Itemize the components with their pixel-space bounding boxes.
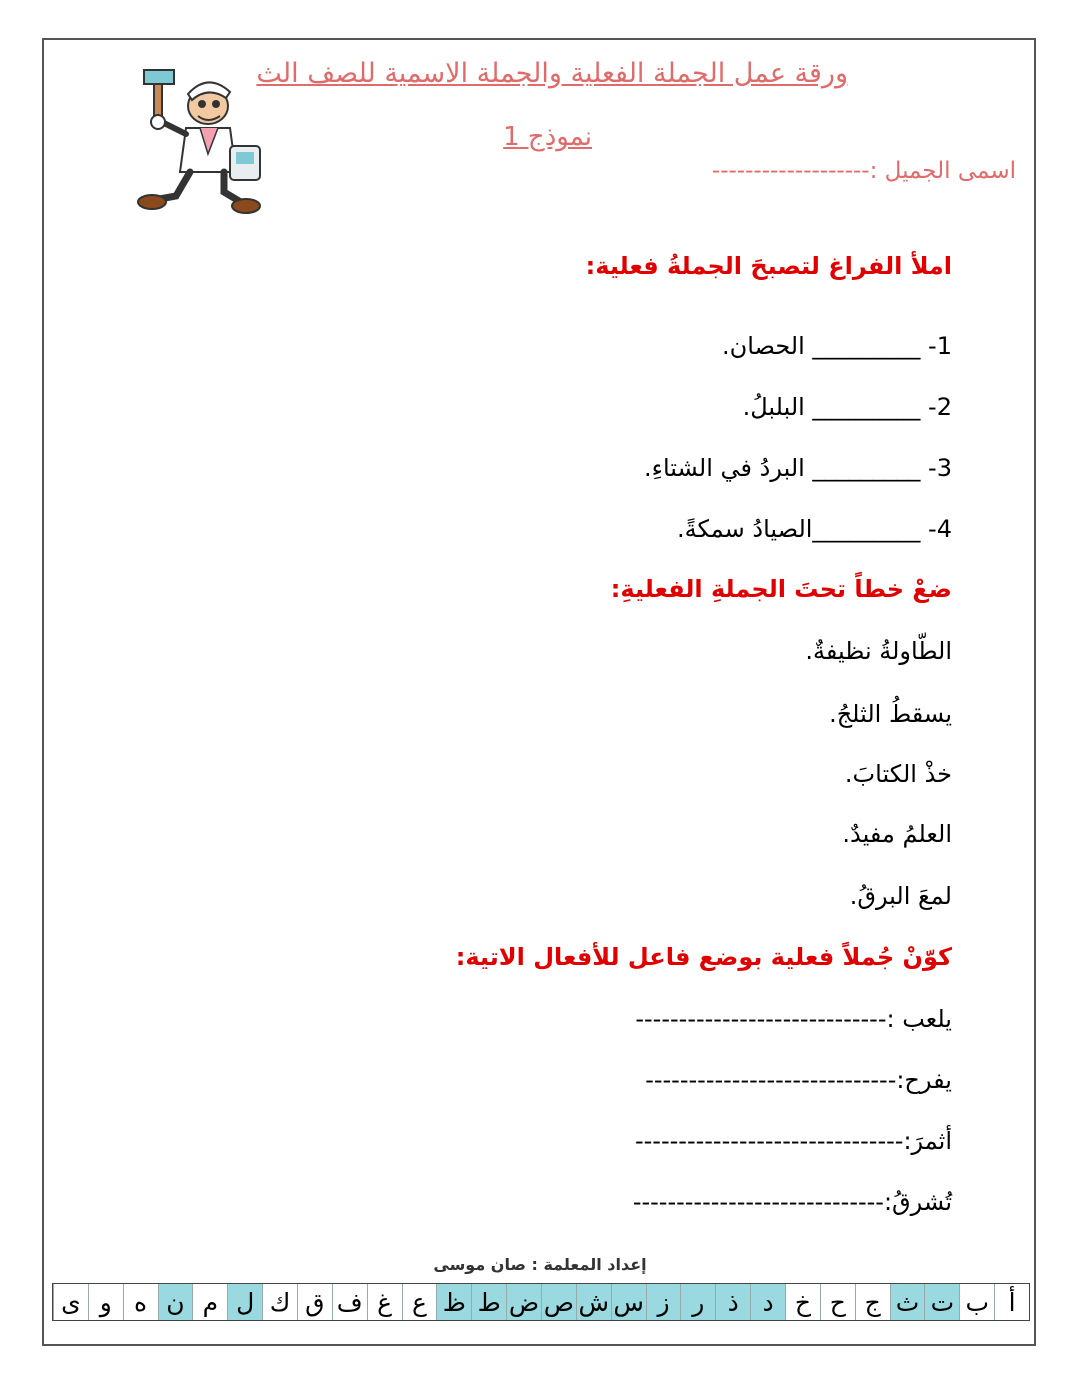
underline-item-2[interactable]: يسقطُ الثلجُ.	[829, 700, 952, 728]
verb-item-4[interactable]: تُشرقُ:-----------------------------	[632, 1188, 952, 1216]
letter-cell: ه	[123, 1284, 158, 1320]
section2-heading: ضعْ خطاً تحتَ الجملةِ الفعليةِ:	[610, 575, 952, 603]
letter-cell: خ	[785, 1284, 820, 1320]
letter-cell: ع	[402, 1284, 437, 1320]
letter-cell: ز	[646, 1284, 681, 1320]
letter-cell: ر	[680, 1284, 715, 1320]
letter-cell: ن	[158, 1284, 193, 1320]
letter-cell: ى	[53, 1284, 88, 1320]
section3-heading: كوّنْ جُملاً فعلية بوضع فاعل للأفعال الاتية:	[455, 943, 952, 971]
letter-cell: و	[88, 1284, 123, 1320]
letter-cell: م	[192, 1284, 227, 1320]
section1-heading: املأ الفراغ لتصبحَ الجملةُ فعلية:	[585, 252, 952, 280]
letter-cell: ل	[227, 1284, 262, 1320]
underline-item-5[interactable]: لمعَ البرقُ.	[849, 882, 952, 910]
letter-cell: ط	[471, 1284, 506, 1320]
page-title: ورقة عمل الجملة الفعلية والجملة الاسمية للصف الث	[256, 58, 848, 89]
letter-cell: ب	[959, 1284, 994, 1320]
fill-blank-item-2[interactable]: 2- _________ البلبلُ.	[742, 393, 952, 421]
letter-cell: ق	[297, 1284, 332, 1320]
letter-cell: ف	[332, 1284, 367, 1320]
letter-cell: غ	[367, 1284, 402, 1320]
letter-cell: د	[750, 1284, 785, 1320]
letter-cell: ص	[541, 1284, 576, 1320]
letter-cell: ت	[924, 1284, 959, 1320]
letter-cell: س	[611, 1284, 646, 1320]
model-number: نموذج 1	[503, 122, 592, 152]
verb-item-1[interactable]: يلعب :-----------------------------	[635, 1005, 952, 1033]
underline-item-1[interactable]: الطّاولةُ نظيفةٌ.	[805, 637, 952, 665]
letter-cell: ش	[576, 1284, 611, 1320]
underline-item-4[interactable]: العلمُ مفيدٌ.	[842, 820, 952, 848]
letter-cell: أ	[994, 1284, 1029, 1320]
fill-blank-item-4[interactable]: 4- _________الصيادُ سمكةً.	[677, 515, 952, 543]
fill-blank-item-3[interactable]: 3- _________ البردُ في الشتاءِ.	[644, 454, 952, 482]
alphabet-strip	[52, 1283, 1030, 1321]
verb-item-2[interactable]: يفرح:-----------------------------	[645, 1066, 952, 1094]
student-name-field[interactable]: اسمى الجميل :-------------------	[711, 158, 1016, 184]
letter-cell: ج	[855, 1284, 890, 1320]
fill-blank-item-1[interactable]: 1- _________ الحصان.	[721, 332, 952, 360]
painter-mascot-icon	[126, 64, 276, 214]
verb-item-3[interactable]: أثمرَ:-------------------------------	[634, 1127, 952, 1155]
letter-cell: ض	[506, 1284, 541, 1320]
letter-cell: ح	[820, 1284, 855, 1320]
teacher-credit: إعداد المعلمة : صان موسى	[433, 1255, 647, 1274]
underline-item-3[interactable]: خذْ الكتابَ.	[844, 760, 952, 788]
letter-cell: ذ	[715, 1284, 750, 1320]
letter-cell: ك	[262, 1284, 297, 1320]
letter-cell: ظ	[436, 1284, 471, 1320]
letter-cell: ث	[890, 1284, 925, 1320]
